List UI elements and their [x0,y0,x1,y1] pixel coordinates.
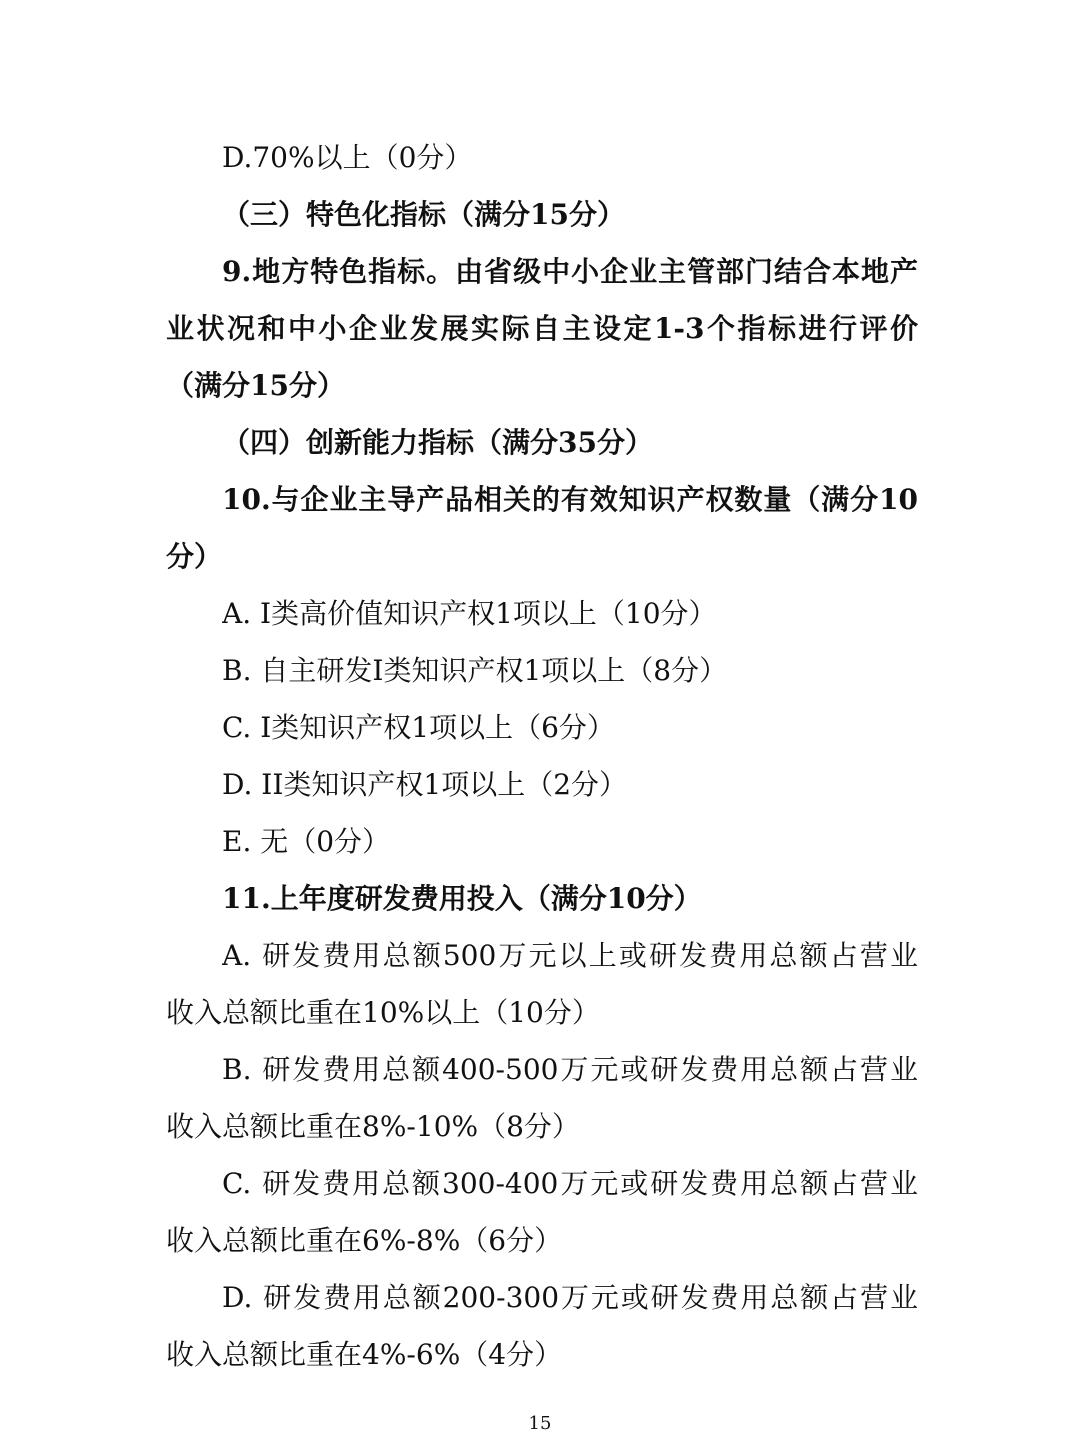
item-9-local-indicators-line-2: 业状况和中小企业发展实际自主设定1-3个指标进行评价 [166,312,918,345]
item-9-local-indicators-line-1: 9.地方特色指标。由省级中小企业主管部门结合本地产 [222,255,918,288]
item-11-option-b-line-1: B. 研发费用总额400-500万元或研发费用总额占营业 [222,1053,918,1086]
item-10-option-e: E. 无（0分） [222,825,391,858]
section-heading-innovation-indicators: （四）创新能力指标（满分35分） [222,426,653,459]
item-11-option-c-line-1: C. 研发费用总额300-400万元或研发费用总额占营业 [222,1167,918,1200]
item-11-option-d-line-1: D. 研发费用总额200-300万元或研发费用总额占营业 [222,1281,918,1314]
item-10-option-b: B. 自主研发I类知识产权1项以上（8分） [222,654,728,687]
section-heading-distinctive-indicators: （三）特色化指标（满分15分） [222,198,625,231]
item-11-option-a-line-1: A. 研发费用总额500万元以上或研发费用总额占营业 [222,939,918,972]
item-11-rd-investment-heading: 11.上年度研发费用投入（满分10分） [222,882,702,915]
item-10-option-c: C. I类知识产权1项以上（6分） [222,711,615,744]
item-11-option-a-line-2: 收入总额比重在10%以上（10分） [166,996,600,1029]
item-9-local-indicators-line-3: （满分15分） [166,369,345,402]
item-11-option-c-line-2: 收入总额比重在6%-8%（6分） [166,1224,563,1257]
item-11-option-b-line-2: 收入总额比重在8%-10%（8分） [166,1110,580,1143]
item-10-option-d: D. II类知识产权1项以上（2分） [222,768,628,801]
item-11-option-d-line-2: 收入总额比重在4%-6%（4分） [166,1338,563,1371]
page-number: 15 [528,1413,552,1434]
item-10-ip-count-line-2: 分） [166,540,223,573]
item-10-option-a: A. I类高价值知识产权1项以上（10分） [222,597,717,630]
item-10-ip-count-line-1: 10.与企业主导产品相关的有效知识产权数量（满分10 [222,483,918,516]
option-d-70-percent: D.70%以上（0分） [222,141,473,174]
